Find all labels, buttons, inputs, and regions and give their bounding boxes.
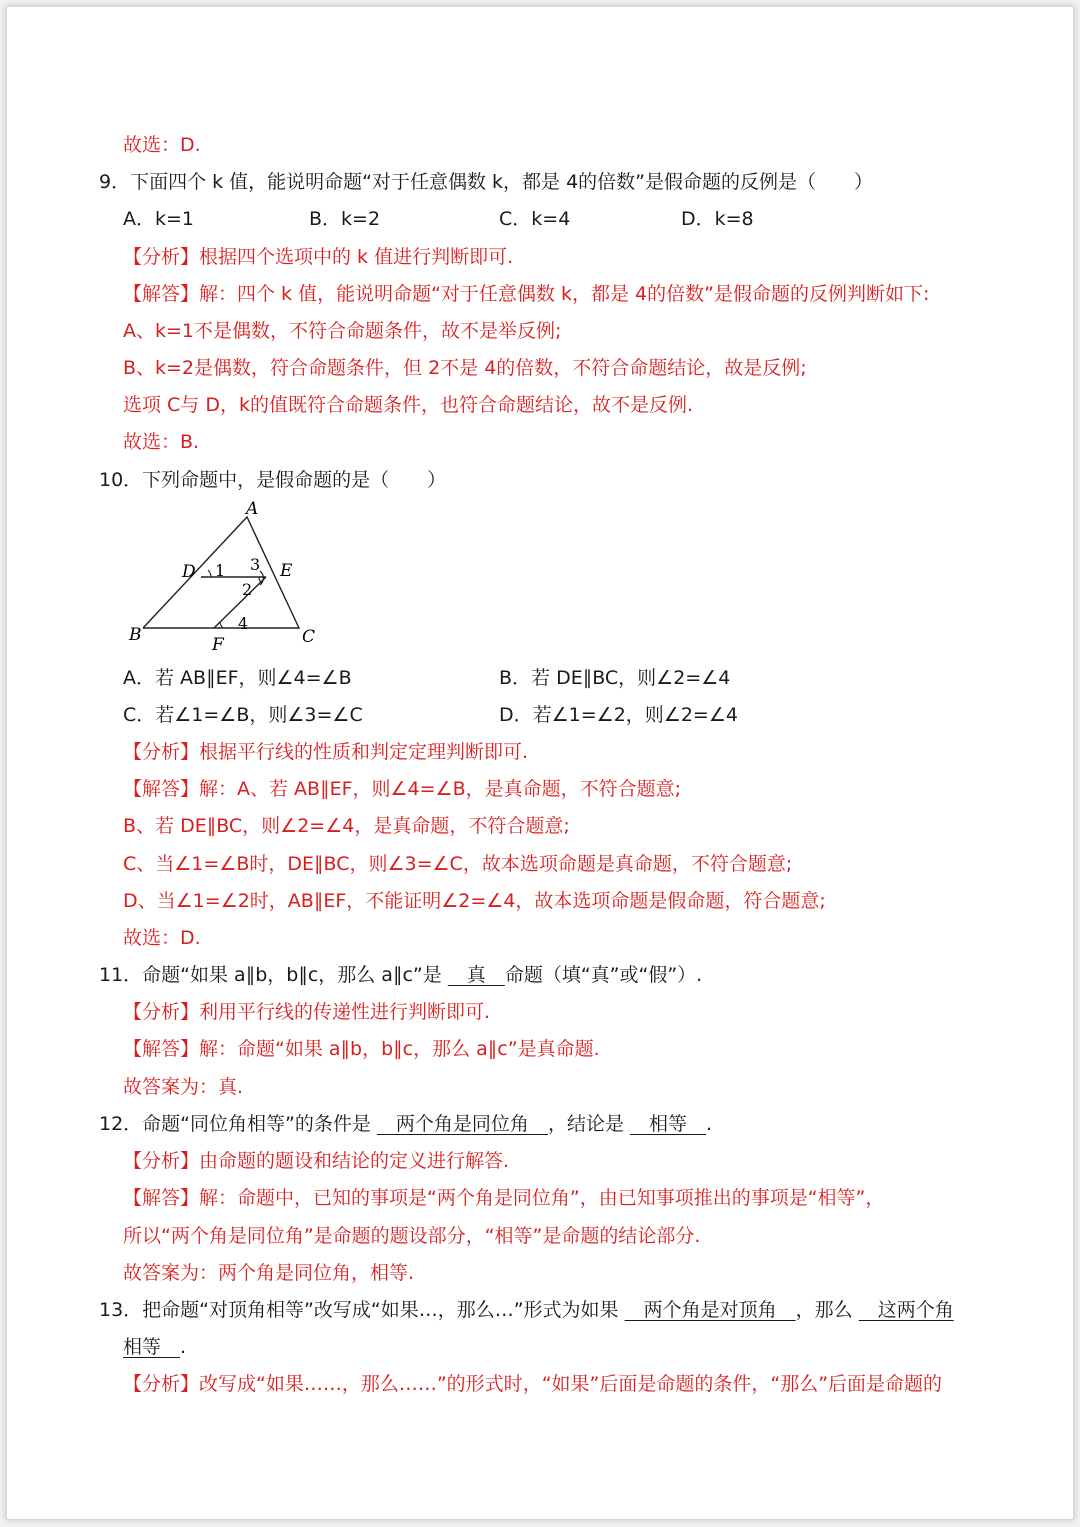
answer-blank: 两个角是同位角 [376,1113,548,1135]
option-b: B．k=2 [309,208,381,230]
solution-line: A、k=1不是偶数，不符合命题条件，故不是举反例; [123,320,562,342]
option-d: D．若∠1=∠2，则∠2=∠4 [499,704,738,726]
question-13-continued [123,1335,186,1359]
question-text: . [706,1113,713,1135]
answer-blank: 相等 [630,1113,707,1135]
label-f: F [212,635,224,651]
question-11 [99,963,702,987]
question-text: 命题（填“真”或“假”）. [504,964,703,986]
angle-1-arc [208,570,211,577]
solution-line: 【解答】解：四个 k 值，能说明命题“对于任意偶数 k，都是 4的倍数”是假命题的反例判断如下: [123,283,930,305]
question-10: 10．下列命题中，是假命题的是（ ） [99,469,447,491]
question-text: 12．命题“同位角相等”的条件是 [99,1113,371,1135]
angle-2-label: 2 [242,580,253,599]
angle-1-label: 1 [215,561,226,580]
analysis-line: 【分析】改写成“如果……，那么……”的形式时，“如果”后面是命题的条件，“那么”后面是命题的 [123,1373,943,1395]
solution-line: 【解答】解：A、若 AB∥EF，则∠4=∠B，是真命题，不符合题意; [123,778,682,800]
option-a: A．k=1 [123,208,195,230]
analysis-line: 【分析】根据四个选项中的 k 值进行判断即可. [123,246,514,268]
answer-line: 故选：D. [123,134,201,156]
answer-line: 故选：B. [123,431,200,453]
solution-line: 选项 C与 D，k的值既符合命题条件，也符合命题结论，故不是反例. [123,394,694,416]
angle-3-label: 3 [250,555,261,574]
question-text: ，结论是 [547,1113,624,1135]
label-e: E [280,561,293,581]
question-13 [99,1298,954,1322]
question-9: 9．下面四个 k 值，能说明命题“对于任意偶数 k，都是 4的倍数”是假命题的反例是（ ） [99,171,874,193]
document-page [6,6,1074,1520]
label-c: C [302,627,316,647]
analysis-line: 【分析】由命题的题设和结论的定义进行解答. [123,1150,510,1172]
label-a: A [246,499,259,519]
label-b: B [129,625,142,645]
question-text: ，那么 [795,1299,853,1321]
analysis-line: 【分析】根据平行线的性质和判定定理判断即可. [123,741,529,763]
angle-4-label: 4 [238,614,249,633]
answer-line: 故答案为：真. [123,1076,244,1098]
option-a: A．若 AB∥EF，则∠4=∠B [123,667,352,689]
option-b: B．若 DE∥BC，则∠2=∠4 [499,667,731,689]
solution-line: 所以“两个角是同位角”是命题的题设部分，“相等”是命题的结论部分. [123,1225,701,1247]
solution-line: 【解答】解：命题“如果 a∥b，b∥c，那么 a∥c”是真命题. [123,1038,600,1060]
angle-2-arc [259,577,262,583]
solution-line: 【解答】解：命题中，已知的事项是“两个角是同位角”，由已知事项推出的事项是“相等”， [123,1187,885,1209]
triangle-figure [119,499,329,651]
answer-blank: 真 [447,964,505,986]
answer-blank: 两个角是对顶角 [624,1299,796,1321]
option-c: C．若∠1=∠B，则∠3=∠C [123,704,363,726]
solution-line: B、若 DE∥BC，则∠2=∠4，是真命题，不符合题意; [123,815,570,837]
option-c: C．k=4 [499,208,571,230]
question-12 [99,1112,712,1136]
solution-line: C、当∠1=∠B时，DE∥BC，则∠3=∠C，故本选项命题是真命题，不符合题意; [123,853,793,875]
answer-line: 故选：D. [123,927,201,949]
solution-line: D、当∠1=∠2时，AB∥EF，不能证明∠2=∠4，故本选项命题是假命题，符合题意; [123,890,826,912]
question-text: 13．把命题“对顶角相等”改写成“如果…，那么…”形式为如果 [99,1299,619,1321]
analysis-line: 【分析】利用平行线的传递性进行判断即可. [123,1001,491,1023]
answer-blank: 相等 [123,1336,181,1358]
question-text: 11．命题“如果 a∥b，b∥c，那么 a∥c”是 [99,964,442,986]
answer-line: 故答案为：两个角是同位角，相等. [123,1262,415,1284]
angle-4-arc [220,622,223,628]
question-text: . [180,1336,187,1358]
option-d: D．k=8 [681,208,754,230]
label-d: D [182,562,196,582]
solution-line: B、k=2是偶数，符合命题条件，但 2不是 4的倍数，不符合命题结论，故是反例; [123,357,807,379]
answer-blank: 这两个角 [858,1299,954,1321]
